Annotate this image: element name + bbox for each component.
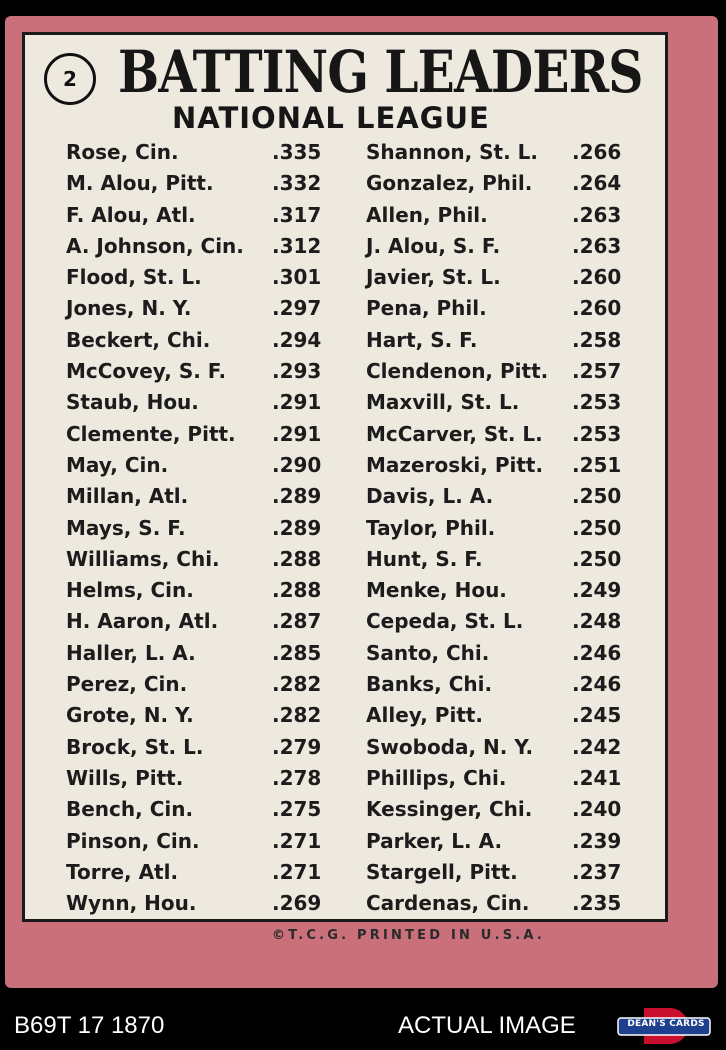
batting-average: .245 [572, 703, 622, 728]
batting-average: .293 [272, 359, 322, 384]
player-name: Brock, St. L. [66, 734, 204, 759]
batting-average: .250 [572, 484, 622, 509]
batting-average: .251 [572, 452, 622, 477]
batting-average: .263 [572, 233, 622, 258]
batting-average: .291 [272, 421, 322, 446]
batting-average: .278 [272, 765, 322, 790]
batting-average: .246 [572, 640, 622, 665]
player-name: Hart, S. F. [366, 327, 478, 352]
player-name: Wills, Pitt. [66, 765, 184, 790]
player-name: Wynn, Hou. [66, 891, 197, 916]
player-name: Phillips, Chi. [366, 765, 507, 790]
batting-average: .258 [572, 327, 622, 352]
batting-average: .282 [272, 672, 322, 697]
player-name: Davis, L. A. [366, 484, 494, 509]
player-name: Alley, Pitt. [366, 703, 484, 728]
batting-average: .317 [272, 202, 322, 227]
player-name: Hunt, S. F. [366, 546, 483, 571]
batting-average: .250 [572, 546, 622, 571]
card-number: 2 [63, 67, 77, 91]
player-name: Bench, Cin. [66, 797, 194, 822]
player-name: Grote, N. Y. [66, 703, 194, 728]
batting-average: .264 [572, 171, 622, 196]
batting-average: .257 [572, 359, 622, 384]
player-name: Millan, Atl. [66, 484, 189, 509]
player-name: McCovey, S. F. [66, 359, 227, 384]
batting-average: .294 [272, 327, 322, 352]
player-name: Javier, St. L. [366, 265, 501, 290]
player-name: Menke, Hou. [366, 578, 507, 603]
player-name: Clemente, Pitt. [66, 421, 236, 446]
player-name: Maxvill, St. L. [366, 390, 520, 415]
batting-average: .288 [272, 578, 322, 603]
player-name: Clendenon, Pitt. [366, 359, 549, 384]
player-name: Haller, L. A. [66, 640, 196, 665]
batting-average: .237 [572, 859, 622, 884]
player-name: Allen, Phil. [366, 202, 488, 227]
batting-average: .269 [272, 891, 322, 916]
batting-average: .287 [272, 609, 322, 634]
batting-average: .271 [272, 859, 322, 884]
batting-average: .297 [272, 296, 322, 321]
batting-average: .271 [272, 828, 322, 853]
player-name: A. Johnson, Cin. [66, 233, 244, 258]
player-name: Torre, Atl. [66, 859, 179, 884]
player-name: Pinson, Cin. [66, 828, 200, 853]
player-name: Helms, Cin. [66, 578, 194, 603]
batting-average: .266 [572, 140, 622, 164]
batting-average: .246 [572, 672, 622, 697]
player-name: Flood, St. L. [66, 265, 202, 290]
player-name: Perez, Cin. [66, 672, 188, 697]
batting-average: .285 [272, 640, 322, 665]
player-name: Kessinger, Chi. [366, 797, 533, 822]
batting-average: .290 [272, 452, 322, 477]
batting-average: .279 [272, 734, 322, 759]
player-name: F. Alou, Atl. [66, 202, 196, 227]
batting-average: .260 [572, 296, 622, 321]
player-name: J. Alou, S. F. [366, 233, 501, 258]
player-name: Jones, N. Y. [66, 296, 192, 321]
player-name: Gonzalez, Phil. [366, 171, 533, 196]
batting-average: .250 [572, 515, 622, 540]
player-name: McCarver, St. L. [366, 421, 543, 446]
batting-average: .242 [572, 734, 622, 759]
player-name: Stargell, Pitt. [366, 859, 518, 884]
batting-average: .241 [572, 765, 622, 790]
player-name: Parker, L. A. [366, 828, 503, 853]
player-name: Staub, Hou. [66, 390, 199, 415]
player-name: Mays, S. F. [66, 515, 186, 540]
player-name: Mazeroski, Pitt. [366, 452, 544, 477]
player-name: Santo, Chi. [366, 640, 490, 665]
batting-average: .248 [572, 609, 622, 634]
player-name: Banks, Chi. [366, 672, 493, 697]
copyright-line: ©T.C.G. PRINTED IN U.S.A. [272, 928, 546, 943]
player-name: Beckert, Chi. [66, 327, 211, 352]
player-name: Pena, Phil. [366, 296, 487, 321]
player-name: Williams, Chi. [66, 546, 220, 571]
batting-average: .288 [272, 546, 322, 571]
batting-average: .249 [572, 578, 622, 603]
card-subtitle: NATIONAL LEAGUE [172, 101, 490, 135]
batting-average: .291 [272, 390, 322, 415]
batting-average: .240 [572, 797, 622, 822]
player-name: M. Alou, Pitt. [66, 171, 214, 196]
player-name: Shannon, St. L. [366, 140, 539, 164]
batting-average: .282 [272, 703, 322, 728]
batting-average: .335 [272, 140, 322, 164]
player-name: Taylor, Phil. [366, 515, 496, 540]
card-title: BATTING LEADERS [118, 38, 643, 106]
player-name: Cepeda, St. L. [366, 609, 524, 634]
batting-average: .312 [272, 233, 322, 258]
batting-average: .253 [572, 390, 622, 415]
batting-average: .289 [272, 484, 322, 509]
batting-average: .260 [572, 265, 622, 290]
inventory-code: B69T 17 1870 [14, 1012, 165, 1039]
batting-average: .332 [272, 171, 322, 196]
batting-average: .263 [572, 202, 622, 227]
batting-average: .275 [272, 797, 322, 822]
batting-average: .235 [572, 891, 622, 916]
player-name: H. Aaron, Atl. [66, 609, 219, 634]
batting-average: .239 [572, 828, 622, 853]
batting-average: .253 [572, 421, 622, 446]
player-name: Swoboda, N. Y. [366, 734, 534, 759]
batting-average: .301 [272, 265, 322, 290]
card-number-badge [44, 53, 96, 105]
player-name: Rose, Cin. [66, 140, 179, 164]
batting-average: .289 [272, 515, 322, 540]
actual-image-label: ACTUAL IMAGE [398, 1012, 576, 1039]
logo-text: DEAN'S CARDS [627, 1019, 705, 1029]
player-name: Cardenas, Cin. [366, 891, 530, 916]
player-name: May, Cin. [66, 452, 169, 477]
